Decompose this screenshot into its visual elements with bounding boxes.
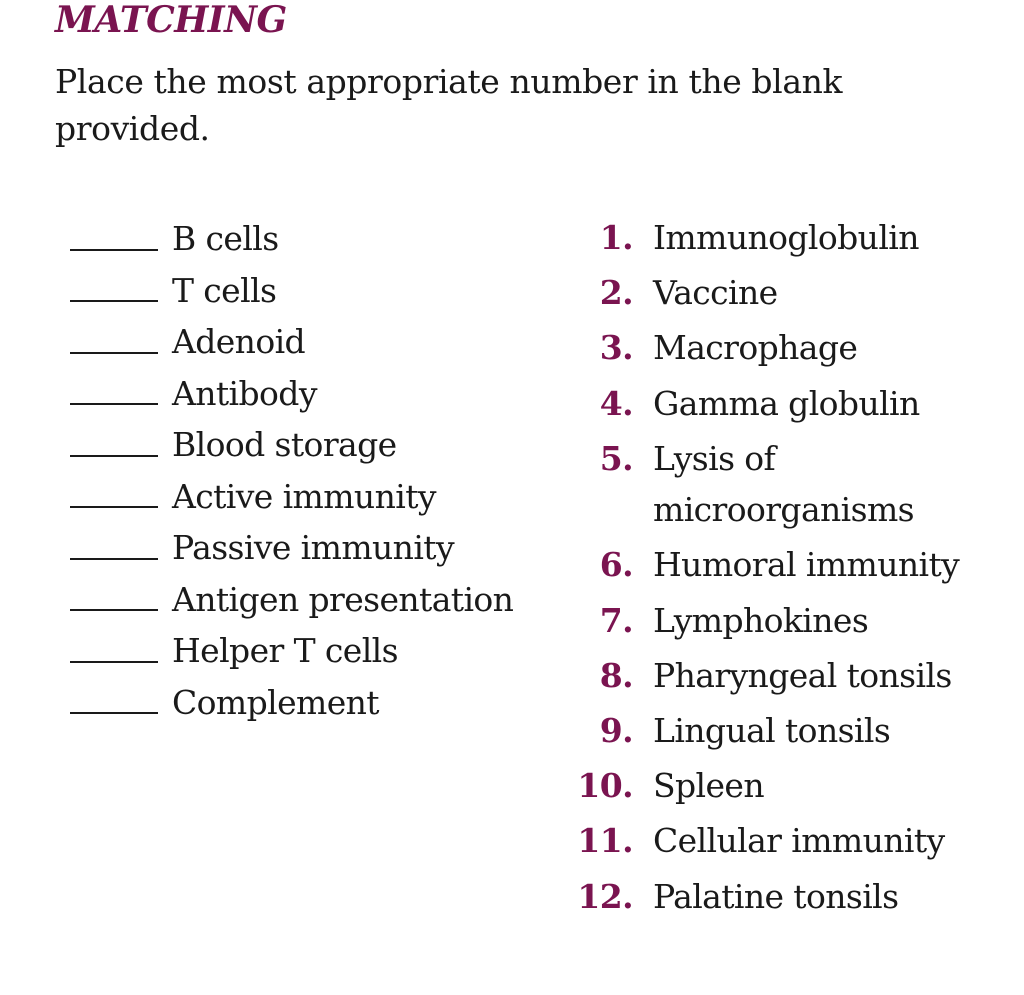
option-item: [575, 539, 1015, 591]
option-label: Lymphokines: [653, 600, 869, 640]
term-label: Blood storage: [172, 425, 397, 464]
term-label: Antibody: [172, 373, 317, 413]
option-label: Lysis of microorganisms: [653, 438, 914, 530]
term-item: [70, 213, 550, 265]
option-item: [575, 595, 1015, 647]
term-label: Helper T cells: [172, 631, 398, 670]
option-label: Humoral immunity: [653, 545, 960, 585]
option-number: 8.: [599, 655, 633, 695]
answer-blank[interactable]: [70, 290, 158, 302]
answer-blank[interactable]: [70, 342, 158, 354]
option-number: 6.: [599, 545, 633, 585]
option-item: [575, 433, 1015, 536]
answer-blank[interactable]: [70, 702, 158, 714]
option-item: [575, 378, 1015, 430]
option-number: 11.: [577, 821, 633, 861]
option-label: Macrophage: [653, 328, 858, 368]
option-item: [575, 322, 1015, 374]
option-item: [575, 760, 1015, 812]
answer-blank[interactable]: [70, 393, 158, 405]
term-item: [70, 625, 550, 677]
option-label: Pharyngeal tonsils: [653, 655, 952, 695]
option-number: 4.: [599, 383, 633, 423]
answer-blank[interactable]: [70, 239, 158, 251]
terms-list: [70, 213, 550, 728]
term-label: Adenoid: [172, 322, 306, 361]
option-number: 10.: [577, 766, 633, 806]
option-item: [575, 871, 1015, 923]
option-label: Gamma globulin: [653, 383, 920, 423]
options-list: [575, 212, 1015, 926]
option-number: 2.: [599, 273, 633, 313]
term-item: [70, 522, 550, 574]
answer-blank[interactable]: [70, 496, 158, 508]
term-label: B cells: [172, 219, 279, 258]
option-label: Lingual tonsils: [653, 711, 891, 750]
option-number: 5.: [599, 438, 633, 478]
term-item: [70, 677, 550, 729]
option-number: 12.: [577, 876, 633, 916]
term-item: [70, 419, 550, 471]
option-number: 7.: [599, 600, 633, 640]
term-item: [70, 316, 550, 368]
option-number: 3.: [599, 328, 633, 368]
option-item: [575, 705, 1015, 757]
answer-blank[interactable]: [70, 651, 158, 663]
option-item: [575, 815, 1015, 867]
option-number: 1.: [599, 218, 633, 257]
option-item: [575, 650, 1015, 702]
option-label: Cellular immunity: [653, 821, 945, 861]
option-number: 9.: [599, 711, 633, 750]
term-item: [70, 368, 550, 420]
term-label: T cells: [172, 270, 277, 310]
section-heading: MATCHING: [55, 0, 287, 41]
answer-blank[interactable]: [70, 599, 158, 611]
option-item: [575, 212, 1015, 264]
term-item: [70, 574, 550, 626]
term-label: Complement: [172, 682, 379, 722]
option-label: Spleen: [653, 766, 764, 806]
term-label: Passive immunity: [172, 528, 454, 567]
option-label: Vaccine: [653, 273, 778, 313]
answer-blank[interactable]: [70, 445, 158, 457]
term-item: [70, 265, 550, 317]
option-item: [575, 267, 1015, 319]
option-label: Palatine tonsils: [653, 876, 899, 916]
instructions-text: Place the most appropriate number in the blank provided.: [55, 62, 843, 148]
term-item: [70, 471, 550, 523]
option-label: Immunoglobulin: [653, 218, 919, 257]
term-label: Active immunity: [172, 476, 436, 516]
answer-blank[interactable]: [70, 548, 158, 560]
term-label: Antigen presentation: [172, 579, 514, 619]
